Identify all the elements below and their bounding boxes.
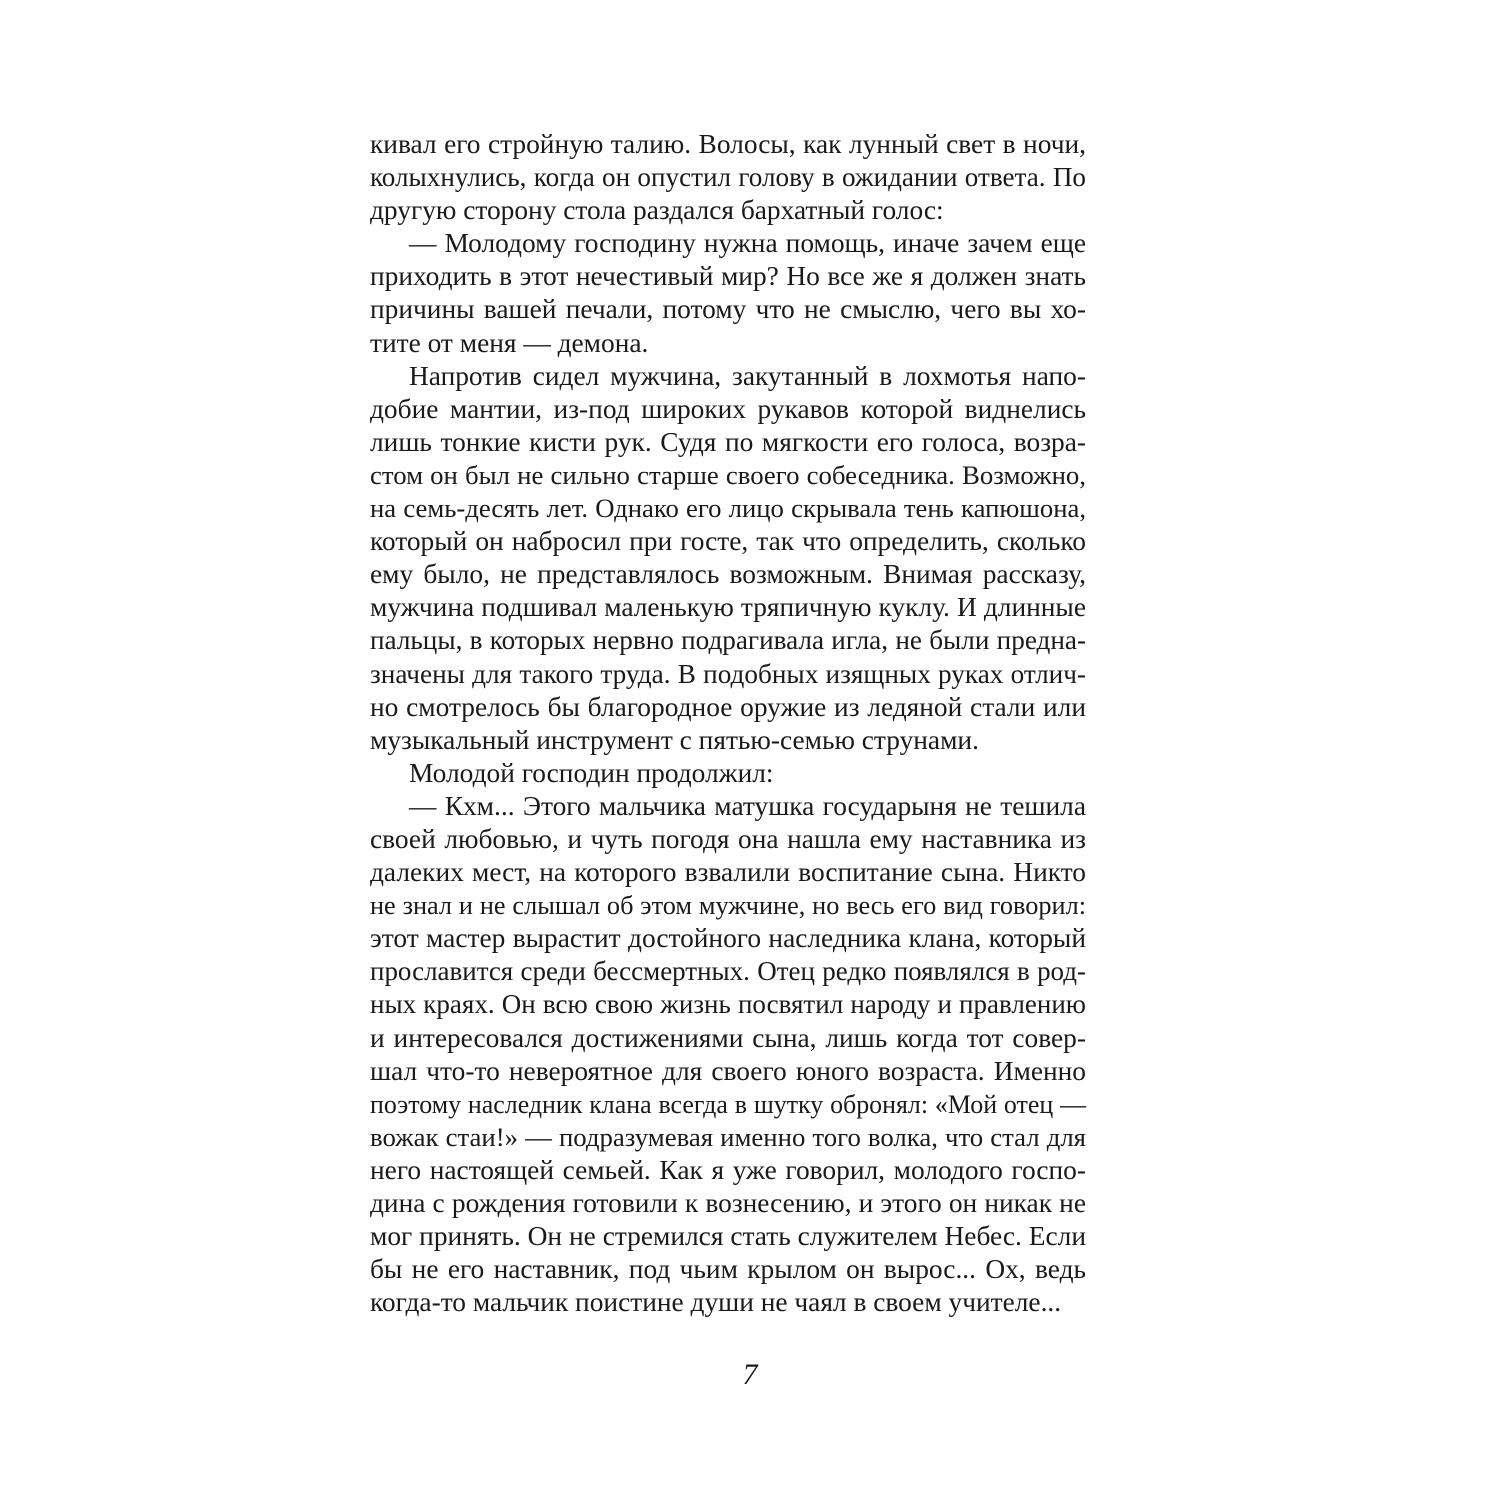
text-line: — Молодому господину нужна помощь, иначе зачем еще [409,228,1086,259]
text-line: и интересовался достижениями сына, лишь когда тот совер- [370,1022,1086,1053]
text-line: бы не его наставник, под чьим крылом он вырос... Ох, ведь [370,1254,1086,1285]
text-line: стом он был не сильно старше своего собеседника. Возможно, [370,459,1086,490]
text-line: тите от меня — демона. [370,327,649,358]
text-line: ных краях. Он всю свою жизнь посвятил народу и правлению [370,989,1086,1020]
text-line: значены для такого труда. В подобных изящных руках отлич- [370,658,1086,689]
text-line: пальцы, в которых нервно подрагивала игла, не были предна- [370,625,1086,656]
text-line: вожак стаи!» — подразумевая именно того волка, что стал для [370,1121,1086,1152]
text-line: мог принять. Он не стремился стать служителем Небес. Если [370,1221,1086,1252]
text-line: Напротив сидел мужчина, закутанный в лохмотья напо- [409,360,1086,391]
text-line: Молодой господин продолжил: [409,757,774,788]
text-line: кивал его стройную талию. Волосы, как лунный свет в ночи, [370,129,1086,159]
text-line: на семь-десять лет. Однако его лицо скрывала тень капюшона, [370,493,1086,524]
text-line: мужчина подшивал маленькую тряпичную куклу. И длинные [370,592,1086,623]
text-line: прославится среди бессмертных. Отец редко появлялся в род- [370,956,1086,987]
text-line: музыкальный инструмент с пятью-семью струнами. [370,724,979,755]
text-line: колыхнулись, когда он опустил голову в ожидании ответа. По [370,162,1086,193]
text-line: ему было, не представлялось возможным. Внимая рассказу, [370,559,1086,590]
text-line: добие мантии, из-под широких рукавов которой виднелись [370,393,1086,424]
text-line: дина с рождения готовили к вознесению, и этого он никак не [370,1188,1086,1218]
text-line: не знал и не слышал об этом мужчине, но весь его вид говорил: [370,891,1086,921]
text-line: который он набросил при госте, так что определить, сколько [370,526,1086,557]
text-line: причины вашей печали, потому что не смыслю, чего вы хо- [370,294,1086,325]
text-line: него настоящей семьей. Как я уже говорил, молодого госпо- [370,1154,1086,1185]
text-line: но смотрелось бы благородное оружие из ледяной стали или [370,691,1086,722]
text-line: поэтому наследник клана всегда в шутку обронял: «Мой отец — [370,1089,1086,1119]
text-line: этот мастер вырастит достойного наследника клана, который [370,923,1086,954]
text-line: приходить в этот нечестивый мир? Но все же я должен знать [370,261,1086,292]
text-line: лишь тонкие кисти рук. Судя по мягкости его голоса, возра- [370,426,1086,457]
text-line: когда-то мальчик поистине души не чаял в своем учителе... [370,1287,1062,1318]
text-line: своей любовью, и чуть погодя она нашла ему наставника из [370,823,1086,854]
text-line: шал что-то невероятное для своего юного возраста. Именно [370,1055,1086,1086]
body-text [370,128,1086,1319]
text-line: далеких мест, на которого взвалили воспитание сына. Никто [370,857,1086,888]
text-line: — Кхм... Этого мальчика матушка государыня не тешила [409,790,1086,821]
text-line: другую сторону стола раздался бархатный голос: [370,195,944,226]
page-number: 7 [742,1358,758,1391]
